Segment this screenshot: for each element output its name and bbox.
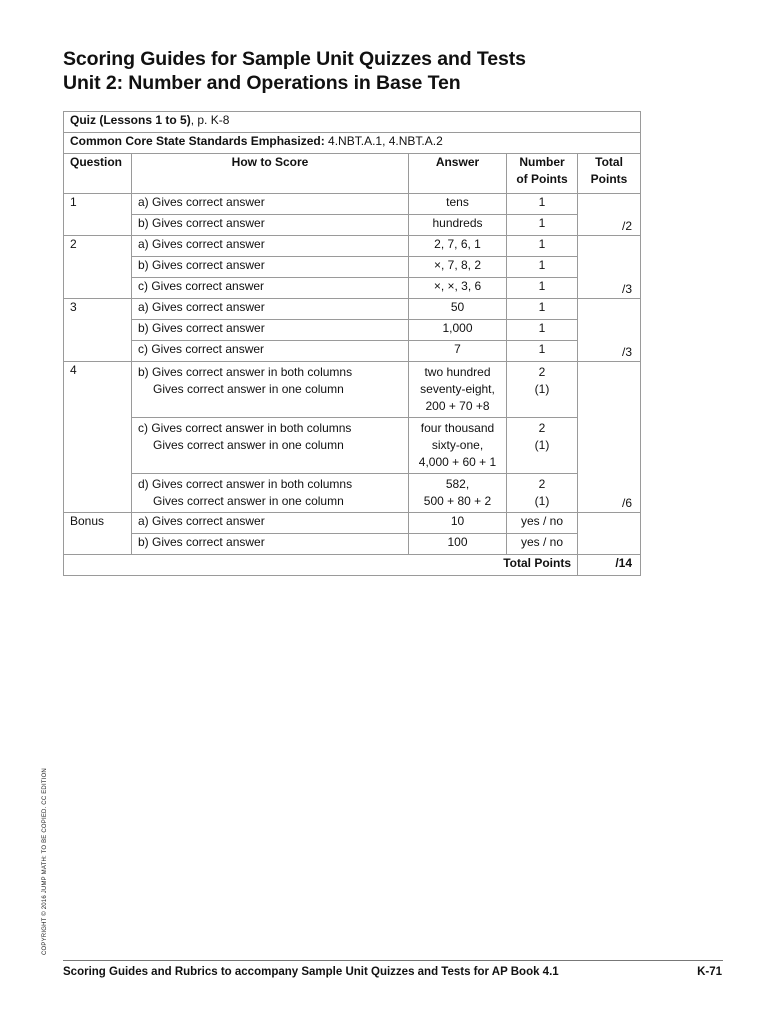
table-row: b) Gives correct answer ×, 7, 8, 2 1 (64, 257, 641, 278)
quiz-label: Quiz (Lessons 1 to 5) (70, 113, 191, 127)
standards-value: 4.NBT.A.1, 4.NBT.A.2 (324, 134, 443, 148)
header-points: Number of Points (507, 154, 578, 194)
scoring-table (63, 111, 641, 576)
question-number: 3 (64, 299, 132, 362)
table-row: b) Gives correct answer 100 yes / no (64, 534, 641, 555)
total-value: /14 (578, 555, 641, 576)
table-row: c) Gives correct answer in both columns Gives correct answer in one column four thousand sixty-one, 4,000 + 60 + 1 2 (1) (64, 418, 641, 474)
table-row: 2 a) Gives correct answer 2, 7, 6, 1 1 /3 (64, 236, 641, 257)
header-row (64, 154, 641, 194)
table-row: 3 a) Gives correct answer 50 1 /3 (64, 299, 641, 320)
total-label: Total Points (64, 555, 578, 576)
standards-row (64, 133, 641, 154)
question-total: /3 (578, 299, 641, 362)
footer-divider (63, 960, 723, 961)
total-row (64, 555, 641, 576)
footer-text: Scoring Guides and Rubrics to accompany Sample Unit Quizzes and Tests for AP Book 4.1 (63, 966, 559, 978)
table-row: Bonus a) Gives correct answer 10 yes / no (64, 513, 641, 534)
table-row: b) Gives correct answer 1,000 1 (64, 320, 641, 341)
header-answer: Answer (409, 154, 507, 194)
page-title (63, 47, 526, 95)
question-total: /2 (578, 194, 641, 236)
question-number: Bonus (64, 513, 132, 555)
table-row: b) Gives correct answer hundreds 1 (64, 215, 641, 236)
header-question: Question (64, 154, 132, 194)
title-line-2: Unit 2: Number and Operations in Base Ten (63, 72, 461, 94)
question-total: /6 (578, 362, 641, 513)
question-number: 1 (64, 194, 132, 236)
header-total: Total Points (578, 154, 641, 194)
header-how: How to Score (132, 154, 409, 194)
quiz-info-row (64, 112, 641, 133)
table-row: c) Gives correct answer 7 1 (64, 341, 641, 362)
title-line-1: Scoring Guides for Sample Unit Quizzes and Tests (63, 48, 526, 70)
copyright-notice: COPYRIGHT © 2016 JUMP MATH: TO BE COPIED. CC EDITION (42, 768, 48, 955)
standards-label: Common Core State Standards Emphasized: (70, 134, 325, 148)
question-number: 2 (64, 236, 132, 299)
table-row: 1 a) Gives correct answer tens 1 /2 (64, 194, 641, 215)
quiz-page: , p. K-8 (190, 113, 230, 127)
table-row: 4 b) Gives correct answer in both columns Gives correct answer in one column two hundred seventy-eight, 200 + 70 +8 2 (1) /6 (64, 362, 641, 418)
question-total: /3 (578, 236, 641, 299)
table-row: c) Gives correct answer ×, ×, 3, 6 1 (64, 278, 641, 299)
page-number: K-71 (697, 966, 722, 978)
question-number: 4 (64, 362, 132, 513)
table-row: d) Gives correct answer in both columns Gives correct answer in one column 582, 500 + 80 + 2 2 (1) (64, 474, 641, 513)
